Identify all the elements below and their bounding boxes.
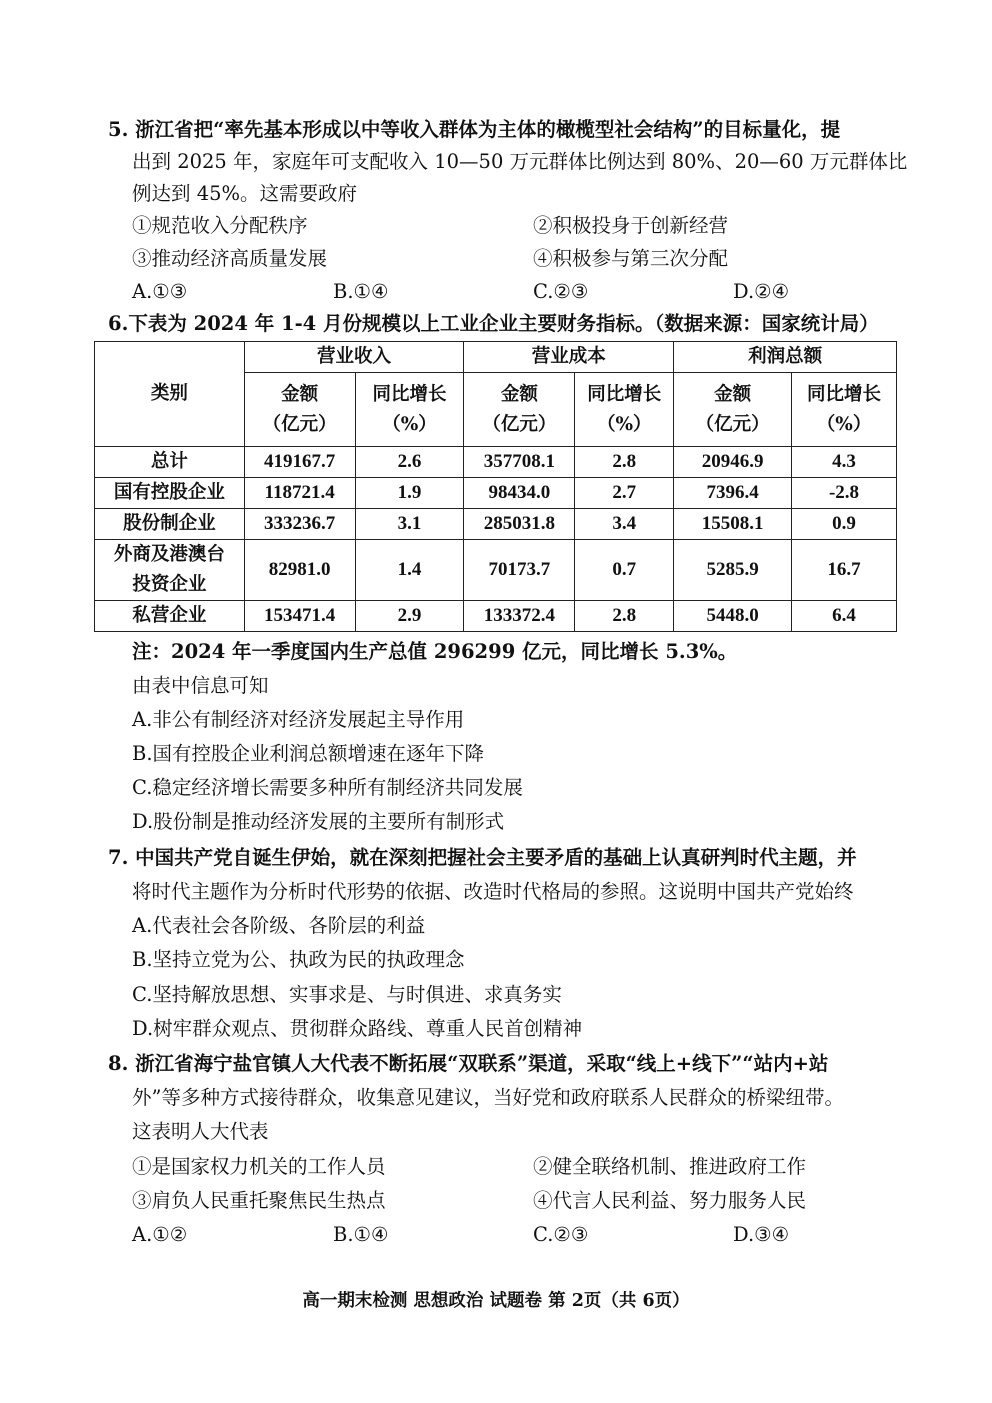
table-cell: 3.1 [355, 509, 464, 540]
subheader-amount: 金额 （亿元） [244, 373, 355, 447]
table-cell: -2.8 [792, 478, 897, 509]
q8-item-2: ②健全联络机制、推进政府工作 [533, 1155, 807, 1178]
q5-stem-line-2: 出到 2025 年，家庭年可支配收入 10—50 万元群体比例达到 80%、20—60 万元群体比 [132, 150, 908, 173]
q7-option-c: C.坚持解放思想、实事求是、与时俱进、求真务实 [132, 983, 562, 1006]
q8-stem-line-1: 8. 浙江省海宁盐官镇人大代表不断拓展“双联系”渠道，采取“线上+线下”“站内+站 [108, 1052, 829, 1075]
table-cell: 419167.7 [244, 447, 355, 478]
table-cell: 333236.7 [244, 509, 355, 540]
subheader-growth: 同比增长 （%） [355, 373, 464, 447]
q8-choice-a: A.①② [132, 1223, 188, 1246]
row-label: 总计 [95, 447, 245, 478]
q5-item-2: ②积极投身于创新经营 [533, 214, 729, 237]
q5-choice-c: C.②③ [533, 280, 589, 303]
table-cell: 2.8 [575, 601, 674, 632]
table-cell: 2.8 [575, 447, 674, 478]
q8-item-1: ①是国家权力机关的工作人员 [132, 1155, 386, 1178]
q8-item-3: ③肩负人民重托聚焦民生热点 [132, 1189, 386, 1212]
q5-item-1: ①规范收入分配秩序 [132, 214, 308, 237]
q8-choice-d: D.③④ [733, 1223, 790, 1246]
q6-option-b: B.国有控股企业利润总额增速在逐年下降 [132, 742, 485, 765]
q8-stem-line-2: 外”等多种方式接待群众，收集意见建议，当好党和政府联系人民群众的桥梁纽带。 [132, 1086, 844, 1109]
q7-option-d: D.树牢群众观点、贯彻群众路线、尊重人民首创精神 [132, 1017, 583, 1040]
table-cell: 15508.1 [674, 509, 792, 540]
q7-option-a: A.代表社会各阶级、各阶层的利益 [132, 914, 426, 937]
table-cell: 1.9 [355, 478, 464, 509]
table-cell: 2.9 [355, 601, 464, 632]
q8-stem-line-3: 这表明人大代表 [132, 1120, 269, 1143]
subheader-amount: 金额 （亿元） [464, 373, 575, 447]
q7-stem-line-2: 将时代主题作为分析时代形势的依据、改造时代格局的参照。这说明中国共产党始终 [132, 880, 854, 903]
q6-option-a: A.非公有制经济对经济发展起主导作用 [132, 708, 465, 731]
q5-item-4: ④积极参与第三次分配 [533, 247, 729, 270]
header-revenue: 营业收入 [244, 342, 464, 373]
row-label: 国有控股企业 [95, 478, 245, 509]
table-cell: 70173.7 [464, 540, 575, 601]
table-row [95, 447, 897, 478]
q8-choice-c: C.②③ [533, 1223, 589, 1246]
table-cell: 82981.0 [244, 540, 355, 601]
table-cell: 133372.4 [464, 601, 575, 632]
table-cell: 6.4 [792, 601, 897, 632]
q6-lead: 由表中信息可知 [132, 674, 269, 697]
q5-choice-d: D.②④ [733, 280, 790, 303]
table-cell: 5448.0 [674, 601, 792, 632]
table-cell: 118721.4 [244, 478, 355, 509]
q5-choice-a: A.①③ [132, 280, 188, 303]
subheader-growth: 同比增长 （%） [792, 373, 897, 447]
financial-indicators-table [94, 341, 897, 632]
header-cost: 营业成本 [464, 342, 674, 373]
table-cell: 20946.9 [674, 447, 792, 478]
q5-item-3: ③推动经济高质量发展 [132, 247, 328, 270]
page-footer: 高一期末检测 思想政治 试题卷 第 2页（共 6页） [302, 1291, 690, 1311]
table-cell: 0.7 [575, 540, 674, 601]
q5-stem-line-1: 5. 浙江省把“率先基本形成以中等收入群体为主体的橄榄型社会结构”的目标量化，提 [108, 118, 841, 141]
row-label: 股份制企业 [95, 509, 245, 540]
table-cell: 7396.4 [674, 478, 792, 509]
table-cell: 4.3 [792, 447, 897, 478]
header-category: 类别 [95, 342, 245, 447]
table-cell: 0.9 [792, 509, 897, 540]
table-row [95, 601, 897, 632]
table-cell: 16.7 [792, 540, 897, 601]
row-label: 外商及港澳台 投资企业 [95, 540, 245, 601]
q7-option-b: B.坚持立党为公、执政为民的执政理念 [132, 948, 465, 971]
table-cell: 98434.0 [464, 478, 575, 509]
header-profit: 利润总额 [674, 342, 897, 373]
row-label: 私营企业 [95, 601, 245, 632]
q8-choice-b: B.①④ [333, 1223, 389, 1246]
table-cell: 2.7 [575, 478, 674, 509]
table-cell: 5285.9 [674, 540, 792, 601]
table-cell: 1.4 [355, 540, 464, 601]
q6-note: 注：2024 年一季度国内生产总值 296299 亿元，同比增长 5.3%。 [132, 640, 738, 663]
q6-stem: 6.下表为 2024 年 1-4 月份规模以上工业企业主要财务指标。（数据来源：国家统计局） [108, 312, 879, 335]
table-row [95, 478, 897, 509]
q6-option-d: D.股份制是推动经济发展的主要所有制形式 [132, 810, 505, 833]
subheader-growth: 同比增长 （%） [575, 373, 674, 447]
table-row [95, 540, 897, 601]
table-cell: 285031.8 [464, 509, 575, 540]
q7-stem-line-1: 7. 中国共产党自诞生伊始，就在深刻把握社会主要矛盾的基础上认真研判时代主题，并 [108, 846, 857, 869]
table-cell: 2.6 [355, 447, 464, 478]
q5-choice-b: B.①④ [333, 280, 389, 303]
table-row [95, 509, 897, 540]
subheader-amount: 金额 （亿元） [674, 373, 792, 447]
q6-option-c: C.稳定经济增长需要多种所有制经济共同发展 [132, 776, 523, 799]
table-cell: 153471.4 [244, 601, 355, 632]
q8-item-4: ④代言人民利益、努力服务人民 [533, 1189, 807, 1212]
table-cell: 357708.1 [464, 447, 575, 478]
table-cell: 3.4 [575, 509, 674, 540]
q5-stem-line-3: 例达到 45%。这需要政府 [132, 182, 358, 205]
